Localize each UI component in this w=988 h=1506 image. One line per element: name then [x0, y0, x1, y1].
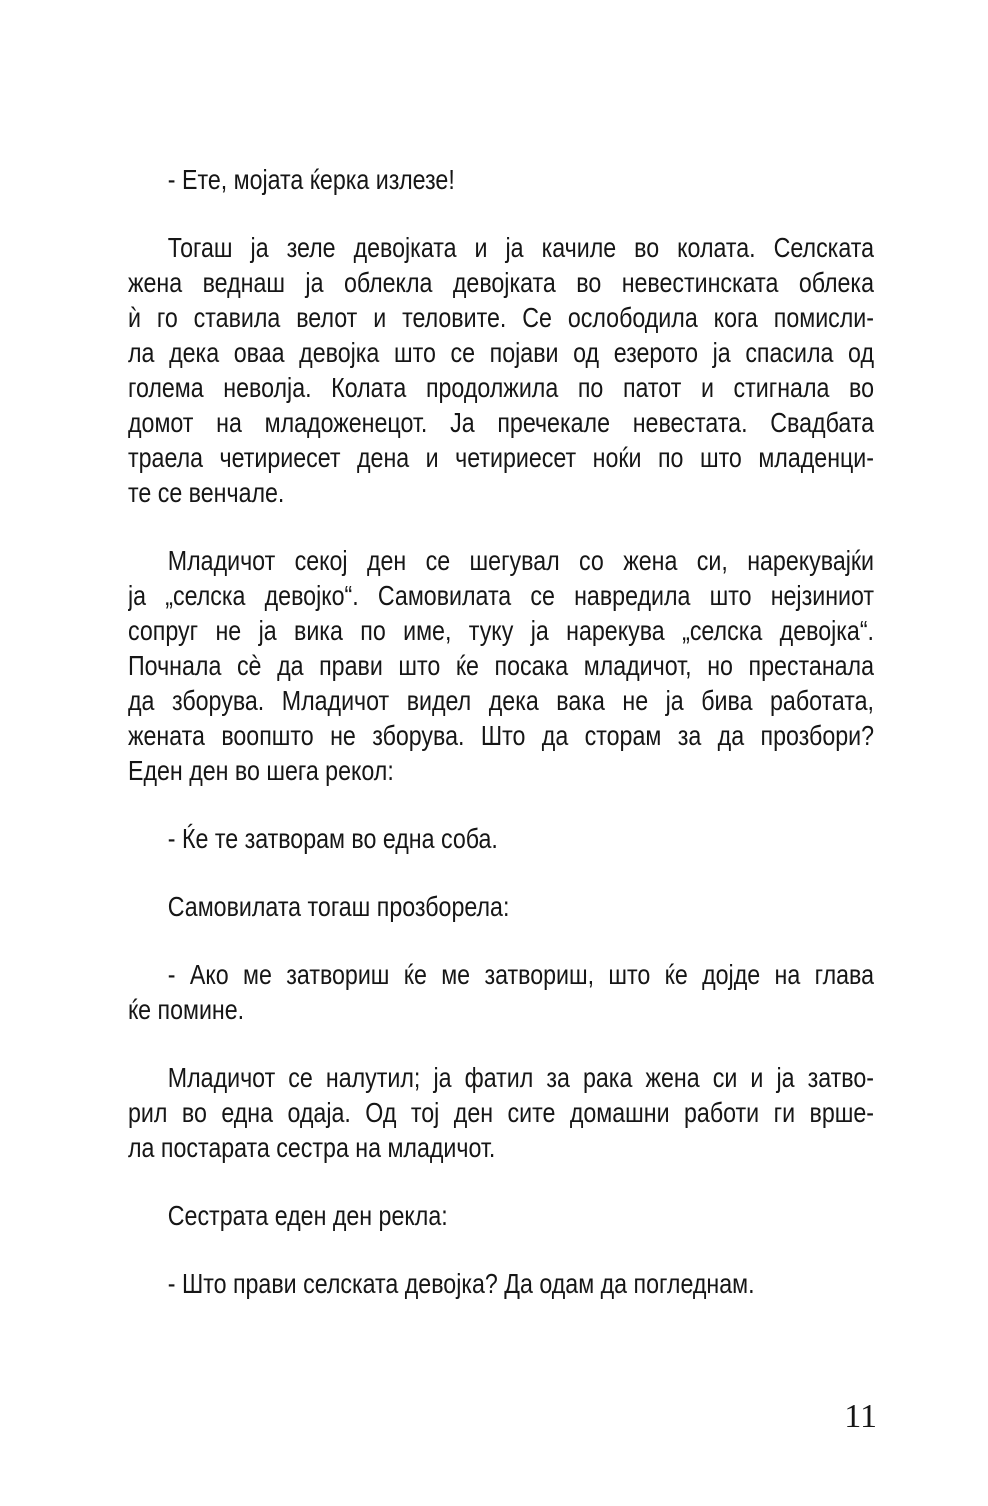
text-line: - Ќе те затворам во една соба.: [167, 823, 498, 854]
text-line: ла дека оваа девојка што се појави од езерото ја спасила од: [128, 337, 875, 368]
text-line: Тогаш ја зеле девојката и ја качиле во колата. Селската: [167, 232, 875, 263]
paragraph: [128, 543, 874, 788]
text-line: рил во една одаја. Од тој ден сите домашни работи ги врше-: [128, 1097, 875, 1128]
paragraph: [128, 1266, 874, 1301]
paragraph: [128, 230, 874, 510]
page-number: 11: [844, 1398, 877, 1435]
text-line: Самовилата тогаш прозборела:: [167, 891, 510, 922]
text-line: жена веднаш ја облекла девојката во невестинската облека: [128, 267, 875, 298]
text-line: Младичот се налутил; ја фатил за рака жена си и ја затво-: [167, 1062, 875, 1093]
paragraph: [128, 889, 874, 924]
text-line: Младичот секој ден се шегувал со жена си, нарекувајќи: [167, 545, 875, 576]
text-column: [128, 162, 874, 1301]
text-line: траела четириесет дена и четириесет ноќи по што младенци-: [128, 442, 875, 473]
text-line: ќе помине.: [128, 994, 245, 1025]
paragraph: [128, 821, 874, 856]
text-line: голема неволја. Колата продолжила по патот и стигнала во: [128, 372, 875, 403]
paragraph: [128, 957, 874, 1027]
text-line: ѝ го ставила велот и теловите. Се ослободила кога помисли-: [128, 302, 875, 333]
text-line: сопруг не ја вика по име, туку ја нарекува „селска девојка“.: [128, 615, 875, 646]
text-line: - Ако ме затвориш ќе ме затвориш, што ќе дојде на глава: [167, 959, 875, 990]
text-line: жената воопшто не зборува. Што да сторам за да прозбори?: [128, 720, 875, 751]
text-line: Почнала сè да прави што ќе посака младичот, но престанала: [128, 650, 875, 681]
text-line: домот на младоженецот. Ја пречекале невестата. Свадбата: [128, 407, 875, 438]
paragraph: [128, 1198, 874, 1233]
text-line: Еден ден во шега рекол:: [128, 755, 394, 786]
text-line: ја „селска девојко“. Самовилата се навредила што нејзиниот: [128, 580, 875, 611]
text-line: да зборува. Младичот видел дека вака не ја бива работата,: [128, 685, 875, 716]
paragraph: [128, 1060, 874, 1165]
text-line: Сестрата еден ден рекла:: [167, 1200, 448, 1231]
paragraph: [128, 162, 874, 197]
text-line: - Ете, мојата ќерка излезе!: [167, 164, 455, 195]
text-line: - Што прави селската девојка? Да одам да погледнам.: [167, 1268, 755, 1299]
text-line: те се венчале.: [128, 477, 285, 508]
text-line: ла постарата сестра на младичот.: [128, 1132, 496, 1163]
